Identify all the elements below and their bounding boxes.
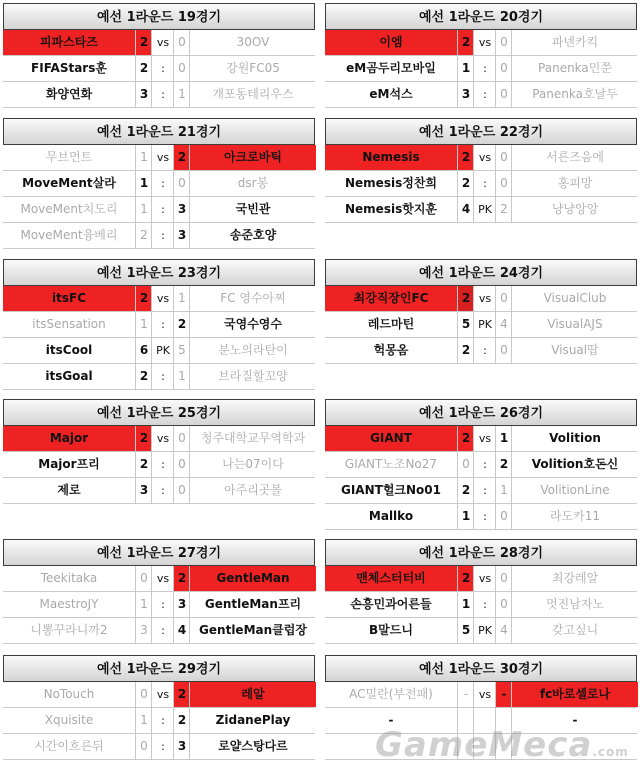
match-separator: vs bbox=[473, 426, 496, 451]
score-left: 2 bbox=[135, 56, 152, 81]
score-left: 3 bbox=[457, 82, 474, 107]
match-row bbox=[325, 682, 637, 708]
score-right: 0 bbox=[173, 30, 190, 55]
score-left: 2 bbox=[457, 286, 474, 311]
match-row bbox=[325, 478, 637, 504]
match-title: 예선 1라운드 24경기 bbox=[325, 259, 637, 286]
match-separator: : bbox=[473, 171, 496, 196]
team-left: Teekitaka bbox=[40, 571, 98, 585]
score-right: 0 bbox=[495, 56, 512, 81]
team-right: GentleMan bbox=[189, 566, 316, 591]
match-row bbox=[3, 426, 315, 452]
score-left: 1 bbox=[135, 592, 152, 617]
match-separator: : bbox=[151, 452, 174, 477]
score-left: 1 bbox=[135, 145, 152, 170]
score-right: 2 bbox=[173, 566, 190, 591]
match-separator: vs bbox=[151, 566, 174, 591]
match-row bbox=[3, 682, 315, 708]
score-left: 2 bbox=[457, 171, 474, 196]
match-separator: : bbox=[151, 734, 174, 759]
team-right: VisualClub bbox=[511, 286, 638, 311]
team-left: itsSensation bbox=[32, 317, 106, 331]
match-row bbox=[325, 145, 637, 171]
match-row bbox=[3, 478, 315, 504]
score-right: 0 bbox=[495, 82, 512, 107]
team-right: 청주대학교무역학과 bbox=[189, 426, 316, 451]
score-left: 1 bbox=[135, 708, 152, 733]
team-left: eM석스 bbox=[369, 87, 413, 101]
match-separator: vs bbox=[151, 682, 174, 707]
team-right: Volition호돈신 bbox=[511, 452, 638, 477]
score-right: 3 bbox=[173, 197, 190, 222]
team-left: 이엠 bbox=[325, 30, 457, 55]
score-left: 2 bbox=[457, 145, 474, 170]
team-right: - bbox=[511, 708, 638, 733]
team-right: 갖고싶니 bbox=[511, 618, 638, 643]
score-right: 0 bbox=[495, 504, 512, 529]
score-right: 4 bbox=[173, 618, 190, 643]
score-left: 2 bbox=[135, 452, 152, 477]
score-right: 2 bbox=[173, 312, 190, 337]
score-left: 2 bbox=[457, 30, 474, 55]
team-right: 아주리곳볼 bbox=[189, 478, 316, 503]
team-left: itsGoal bbox=[45, 369, 93, 383]
match-card bbox=[3, 539, 315, 644]
team-left: Major프리 bbox=[38, 457, 100, 471]
score-right: 1 bbox=[173, 286, 190, 311]
match-row bbox=[3, 452, 315, 478]
team-left: itsFC bbox=[3, 286, 135, 311]
match-title: 예선 1라운드 30경기 bbox=[325, 655, 637, 682]
match-separator: : bbox=[151, 618, 174, 643]
score-right: 2 bbox=[173, 682, 190, 707]
score-right: 2 bbox=[173, 708, 190, 733]
score-left: 1 bbox=[457, 56, 474, 81]
score-right: 1 bbox=[173, 364, 190, 389]
team-left: B말드니 bbox=[369, 623, 413, 637]
match-separator: vs bbox=[151, 145, 174, 170]
match-card bbox=[3, 655, 315, 760]
score-right: 2 bbox=[173, 145, 190, 170]
match-separator: vs bbox=[473, 682, 496, 707]
score-left: 4 bbox=[457, 197, 474, 222]
score-left: 0 bbox=[135, 566, 152, 591]
match-row bbox=[3, 708, 315, 734]
match-separator: PK bbox=[473, 312, 496, 337]
match-separator: vs bbox=[473, 286, 496, 311]
team-left: 피파스타즈 bbox=[3, 30, 135, 55]
match-card bbox=[325, 399, 637, 530]
match-row bbox=[325, 286, 637, 312]
team-right: 레알 bbox=[189, 682, 316, 707]
team-right: 국빈관 bbox=[189, 197, 316, 222]
score-right: 0 bbox=[495, 145, 512, 170]
score-left: 2 bbox=[457, 338, 474, 363]
team-right: dsr봉 bbox=[189, 171, 316, 196]
team-right: 송준호양 bbox=[189, 223, 316, 248]
team-right: FC 영수아찌 bbox=[189, 286, 316, 311]
match-separator: vs bbox=[151, 426, 174, 451]
score-left: 0 bbox=[135, 734, 152, 759]
team-right: GentleMan프리 bbox=[189, 592, 316, 617]
score-right: 0 bbox=[495, 30, 512, 55]
team-left: itsCool bbox=[45, 343, 93, 357]
team-right: 서른즈음에 bbox=[511, 145, 638, 170]
score-right: 0 bbox=[495, 286, 512, 311]
score-right: 3 bbox=[173, 592, 190, 617]
match-separator: : bbox=[151, 312, 174, 337]
team-left: MoveMent치도리 bbox=[20, 202, 118, 216]
score-left: 1 bbox=[457, 504, 474, 529]
team-right: 분노의라탄이 bbox=[189, 338, 316, 363]
match-row bbox=[325, 504, 637, 530]
score-left: 5 bbox=[457, 312, 474, 337]
team-right: Volition bbox=[511, 426, 638, 451]
score-left: 1 bbox=[135, 197, 152, 222]
watermark-logo: GameMeca.com bbox=[375, 725, 629, 765]
score-left: 1 bbox=[135, 171, 152, 196]
team-left: GIANT bbox=[325, 426, 457, 451]
team-right: 30OV bbox=[189, 30, 316, 55]
team-left: Major bbox=[3, 426, 135, 451]
match-title: 예선 1라운드 19경기 bbox=[3, 3, 315, 30]
match-title: 예선 1라운드 23경기 bbox=[3, 259, 315, 286]
match-separator: : bbox=[151, 223, 174, 248]
team-left: eM곰두리모바일 bbox=[346, 61, 436, 75]
team-left: GIANT헐크No01 bbox=[340, 483, 441, 497]
team-right: 파넨카킥 bbox=[511, 30, 638, 55]
match-separator: : bbox=[151, 197, 174, 222]
team-left: MoveMent살라 bbox=[22, 176, 116, 190]
score-right: 4 bbox=[495, 312, 512, 337]
match-title: 예선 1라운드 28경기 bbox=[325, 539, 637, 566]
score-right: 0 bbox=[173, 56, 190, 81]
match-card bbox=[3, 399, 315, 504]
match-title: 예선 1라운드 21경기 bbox=[3, 118, 315, 145]
team-right: 브라질할꼬양 bbox=[189, 364, 316, 389]
team-right: 나는07이다 bbox=[189, 452, 316, 477]
team-left: 손흥민과어른들 bbox=[350, 597, 432, 611]
team-left: Nemesis정찬희 bbox=[345, 176, 437, 190]
match-card bbox=[325, 539, 637, 644]
match-row bbox=[3, 82, 315, 108]
match-separator: vs bbox=[473, 566, 496, 591]
match-card bbox=[3, 118, 315, 249]
match-card bbox=[325, 259, 637, 364]
score-left: 3 bbox=[135, 478, 152, 503]
match-title: 예선 1라운드 27경기 bbox=[3, 539, 315, 566]
match-row bbox=[3, 566, 315, 592]
team-right: 국영수영수 bbox=[189, 312, 316, 337]
match-row bbox=[325, 426, 637, 452]
match-separator: vs bbox=[473, 145, 496, 170]
match-separator: PK bbox=[473, 618, 496, 643]
match-separator: : bbox=[151, 478, 174, 503]
score-right: 5 bbox=[173, 338, 190, 363]
score-left: 3 bbox=[135, 82, 152, 107]
match-row bbox=[325, 30, 637, 56]
match-row bbox=[3, 30, 315, 56]
match-separator: vs bbox=[151, 286, 174, 311]
score-left: 6 bbox=[135, 338, 152, 363]
match-row bbox=[3, 592, 315, 618]
team-left: AC밀란(부전패) bbox=[349, 687, 433, 701]
match-card bbox=[325, 118, 637, 223]
team-right: 개포동테리우스 bbox=[189, 82, 316, 107]
score-right: 4 bbox=[495, 618, 512, 643]
match-row bbox=[325, 592, 637, 618]
match-row bbox=[325, 566, 637, 592]
team-left: FIFAStars훈 bbox=[31, 61, 107, 75]
team-right: 아크로바틱 bbox=[189, 145, 316, 170]
score-right: 3 bbox=[173, 734, 190, 759]
match-row bbox=[325, 452, 637, 478]
team-right: 로얄스탕다르 bbox=[189, 734, 316, 759]
team-left: - bbox=[388, 713, 394, 727]
team-left: 화양연화 bbox=[45, 87, 93, 101]
match-row bbox=[3, 618, 315, 644]
team-right: ZidanePlay bbox=[189, 708, 316, 733]
match-title: 예선 1라운드 29경기 bbox=[3, 655, 315, 682]
match-separator: : bbox=[151, 364, 174, 389]
score-left: 2 bbox=[135, 286, 152, 311]
score-left: 2 bbox=[135, 223, 152, 248]
score-left: 5 bbox=[457, 618, 474, 643]
match-title: 예선 1라운드 25경기 bbox=[3, 399, 315, 426]
team-right: Panenka호날두 bbox=[511, 82, 638, 107]
team-right: 강원FC05 bbox=[189, 56, 316, 81]
score-left: 1 bbox=[135, 312, 152, 337]
match-card bbox=[325, 3, 637, 108]
team-left: 무브먼트 bbox=[45, 150, 93, 164]
match-row bbox=[3, 338, 315, 364]
score-left: 2 bbox=[457, 566, 474, 591]
match-row bbox=[325, 82, 637, 108]
score-left: 2 bbox=[457, 426, 474, 451]
match-row bbox=[325, 312, 637, 338]
match-card bbox=[3, 259, 315, 390]
team-right: GentleMan클럽장 bbox=[189, 618, 316, 643]
score-left: 0 bbox=[457, 452, 474, 477]
match-separator: PK bbox=[151, 338, 174, 363]
match-separator: vs bbox=[151, 30, 174, 55]
score-right: 0 bbox=[495, 338, 512, 363]
match-separator: : bbox=[151, 56, 174, 81]
match-card bbox=[3, 3, 315, 108]
match-row bbox=[3, 312, 315, 338]
match-separator: : bbox=[473, 478, 496, 503]
score-right: - bbox=[495, 682, 512, 707]
match-row bbox=[3, 56, 315, 82]
team-left: 헉몽옴 bbox=[373, 343, 409, 357]
match-title: 예선 1라운드 26경기 bbox=[325, 399, 637, 426]
match-row bbox=[3, 223, 315, 249]
match-row bbox=[325, 171, 637, 197]
team-right: 라도카11 bbox=[511, 504, 638, 529]
match-title: 예선 1라운드 22경기 bbox=[325, 118, 637, 145]
match-row bbox=[325, 197, 637, 223]
match-separator: : bbox=[473, 592, 496, 617]
team-left: Mallko bbox=[368, 509, 414, 523]
team-left: NoTouch bbox=[43, 687, 95, 701]
score-right: 0 bbox=[173, 171, 190, 196]
match-separator: : bbox=[151, 592, 174, 617]
match-title: 예선 1라운드 20경기 bbox=[325, 3, 637, 30]
team-left: 최강직장인FC bbox=[325, 286, 457, 311]
match-row bbox=[3, 364, 315, 390]
team-right: VisualAJS bbox=[511, 312, 638, 337]
score-left: 3 bbox=[135, 618, 152, 643]
score-left: 1 bbox=[457, 592, 474, 617]
team-right: 홍피망 bbox=[511, 171, 638, 196]
score-right: 0 bbox=[173, 452, 190, 477]
match-separator: : bbox=[473, 338, 496, 363]
team-left: Xquisite bbox=[44, 713, 94, 727]
team-left: MoveMent융베리 bbox=[20, 228, 118, 242]
match-row bbox=[325, 56, 637, 82]
match-separator: : bbox=[473, 56, 496, 81]
match-row bbox=[3, 145, 315, 171]
score-right: 3 bbox=[173, 223, 190, 248]
team-left: GIANT노조No27 bbox=[344, 457, 438, 471]
team-left: 맨체스터터비 bbox=[325, 566, 457, 591]
team-right: VolitionLine bbox=[511, 478, 638, 503]
team-right: 냥냥앙앙 bbox=[511, 197, 638, 222]
team-left: Nemesis bbox=[325, 145, 457, 170]
match-separator: : bbox=[151, 82, 174, 107]
team-right: 최강레알 bbox=[511, 566, 638, 591]
match-row bbox=[325, 618, 637, 644]
score-right: 0 bbox=[173, 478, 190, 503]
score-left: 0 bbox=[135, 682, 152, 707]
team-left: 제로 bbox=[57, 483, 81, 497]
team-right: Visual땁 bbox=[511, 338, 638, 363]
score-right: 1 bbox=[495, 426, 512, 451]
team-left: 시간이흐른뒤 bbox=[34, 739, 104, 753]
score-right: 0 bbox=[495, 592, 512, 617]
match-separator: : bbox=[473, 504, 496, 529]
match-row bbox=[3, 197, 315, 223]
match-row bbox=[325, 338, 637, 364]
team-left: 니뽕꾸라니까2 bbox=[30, 623, 108, 637]
score-left: 2 bbox=[135, 364, 152, 389]
team-left: MaestroJY bbox=[39, 597, 99, 611]
score-right: 1 bbox=[173, 82, 190, 107]
team-right: fc바로셀로나 bbox=[511, 682, 638, 707]
score-right: 2 bbox=[495, 197, 512, 222]
score-right: 0 bbox=[495, 566, 512, 591]
match-row bbox=[3, 286, 315, 312]
score-left: 2 bbox=[135, 30, 152, 55]
score-left: 2 bbox=[135, 426, 152, 451]
team-right: Panenka민쭌 bbox=[511, 56, 638, 81]
score-left: 2 bbox=[457, 478, 474, 503]
score-left: - bbox=[457, 682, 474, 707]
match-separator: PK bbox=[473, 197, 496, 222]
match-separator: : bbox=[473, 82, 496, 107]
match-row bbox=[3, 171, 315, 197]
team-left: 레드마틴 bbox=[367, 317, 415, 331]
score-right: 1 bbox=[495, 478, 512, 503]
team-right: 멋진남자노 bbox=[511, 592, 638, 617]
match-separator: : bbox=[473, 452, 496, 477]
score-right: 2 bbox=[495, 452, 512, 477]
score-right: 0 bbox=[173, 426, 190, 451]
match-separator: : bbox=[151, 708, 174, 733]
match-separator: vs bbox=[473, 30, 496, 55]
team-left: Nemesis핫지훈 bbox=[345, 202, 437, 216]
score-right: 0 bbox=[495, 171, 512, 196]
match-row bbox=[3, 734, 315, 760]
match-separator: : bbox=[151, 171, 174, 196]
